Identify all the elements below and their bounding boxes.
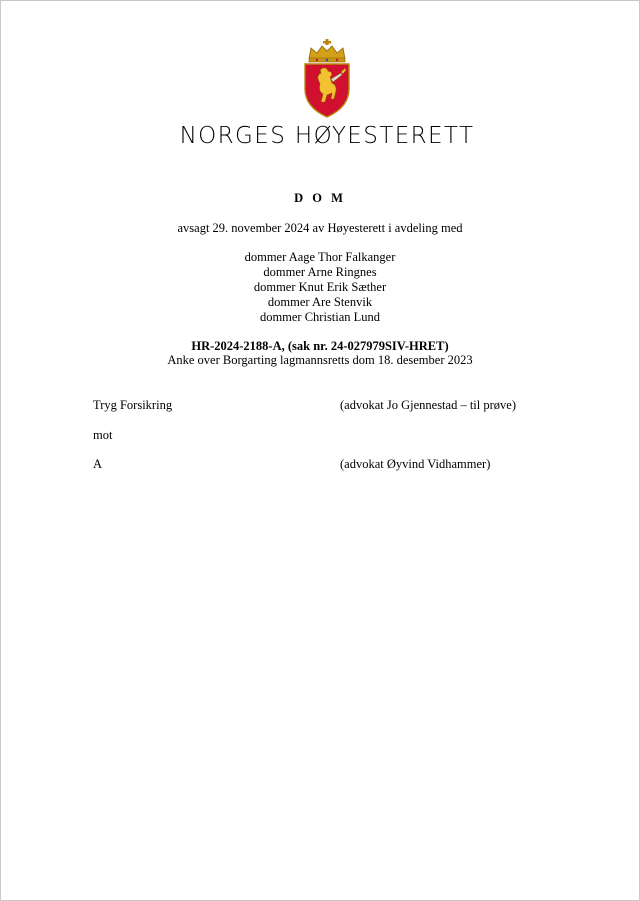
appellant-counsel: (advokat Jo Gjennestad – til prøve) [340,398,516,412]
appellant-name: Tryg Forsikring [93,398,173,412]
coat-of-arms-icon [301,39,353,119]
respondent-counsel: (advokat Øyvind Vidhammer) [340,457,491,471]
court-name-logo-text: NORGES HØYESTERETT [179,123,475,149]
pronouncement-line: avsagt 29. november 2024 av Høyesterett i avdeling med [177,221,463,235]
judge-name: dommer Aage Thor Falkanger [244,250,396,264]
judge-name: dommer Arne Ringnes [263,265,377,279]
judges-list [1,250,639,325]
document-type: D O M [294,191,346,205]
judge-name: dommer Christian Lund [259,310,381,324]
judge-name: dommer Knut Erik Sæther [253,280,387,294]
appeal-description: Anke over Borgarting lagmannsretts dom 18. desember 2023 [167,353,473,367]
judge-name: dommer Are Stenvik [267,295,373,309]
case-number: HR-2024-2188-A, (sak nr. 24-027979SIV-HRET) [191,339,449,353]
versus-text: mot [93,428,113,442]
respondent-name: A [93,457,103,471]
